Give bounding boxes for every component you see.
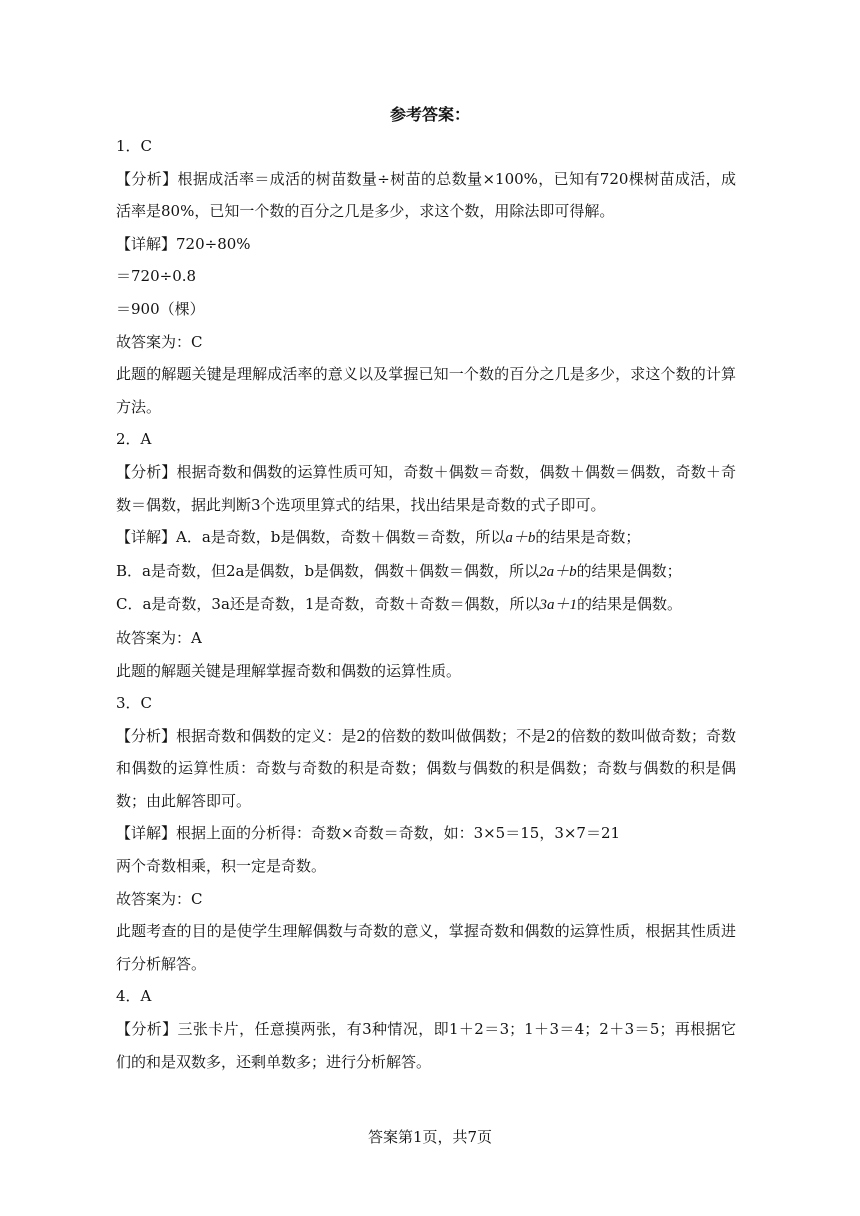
math-expression: 3a＋1 [539,597,577,614]
detail-line: 两个奇数相乘，积一定是奇数。 [116,857,327,876]
analysis-text: 【分析】根据奇数和偶数的运算性质可知，奇数＋偶数＝奇数，偶数＋偶数＝偶数，奇数＋奇数＝偶数，据此判断3个选项里算式的结果，找出结果是奇数的式子即可。 [116,462,736,514]
detail-text: 的结果是奇数； [535,528,641,547]
analysis-text: 【分析】三张卡片，任意摸两张，有3种情况，即1＋2＝3；1＋3＝4；2＋3＝5；再根据它们的和是双数多，还剩单数多；进行分析解答。 [116,1020,736,1071]
detail-line [116,588,736,622]
answer-number: 2．A [116,430,152,449]
detail-line: ＝720÷0.8 [116,267,197,286]
detail-text: 的结果是偶数。 [576,595,682,614]
conclusion-text: 故答案为：C [116,889,203,908]
note-text: 此题考查的目的是使学生理解偶数与奇数的意义，掌握奇数和偶数的运算性质，根据其性质进行分析解答。 [116,922,736,973]
detail-text: 【详解】A．a是奇数，b是偶数，奇数＋偶数＝奇数，所以 [116,528,506,547]
analysis-text: 【分析】根据奇数和偶数的定义：是2的倍数的数叫做偶数；不是2的倍数的数叫做奇数；奇数和偶数的运算性质：奇数与奇数的积是奇数；偶数与偶数的积是偶数；奇数与偶数的积是偶数；由此解答即可。 [116,726,736,810]
page-title: 参考答案： [389,105,470,124]
detail-line: 【详解】720÷80% [116,234,251,253]
detail-text: 的结果是偶数； [576,561,682,580]
answer-number: 3．C [116,694,153,713]
answer-number: 1．C [116,137,153,155]
answer-number: 4．A [116,987,152,1006]
detail-line: 【详解】根据上面的分析得：奇数×奇数＝奇数，如：3×5＝15，3×7＝21 [116,824,621,843]
note-text: 此题的解题关键是理解成活率的意义以及掌握已知一个数的百分之几是多少，求这个数的计算方法。 [116,365,736,416]
math-expression: a＋b [505,530,536,547]
page-footer: 答案第1页，共7页 [367,1128,493,1146]
detail-line [116,521,736,555]
conclusion-text: 故答案为：C [116,332,203,351]
analysis-text: 【分析】根据成活率＝成活的树苗数量÷树苗的总数量×100%，已知有720棵树苗成活，成活率是80%，已知一个数的百分之几是多少，求这个数，用除法即可得解。 [116,169,736,221]
note-text: 此题的解题关键是理解掌握奇数和偶数的运算性质。 [116,661,462,680]
detail-text: C．a是奇数，3a还是奇数，1是奇数，奇数＋奇数＝偶数，所以 [116,595,540,614]
detail-text: B．a是奇数，但2a是偶数，b是偶数，偶数＋偶数＝偶数，所以 [116,561,540,580]
conclusion-text: 故答案为：A [116,628,202,647]
detail-line: ＝900（棵） [116,299,205,318]
answer-content [116,130,736,1078]
math-expression: 2a＋b [539,563,577,580]
detail-line [116,555,736,589]
